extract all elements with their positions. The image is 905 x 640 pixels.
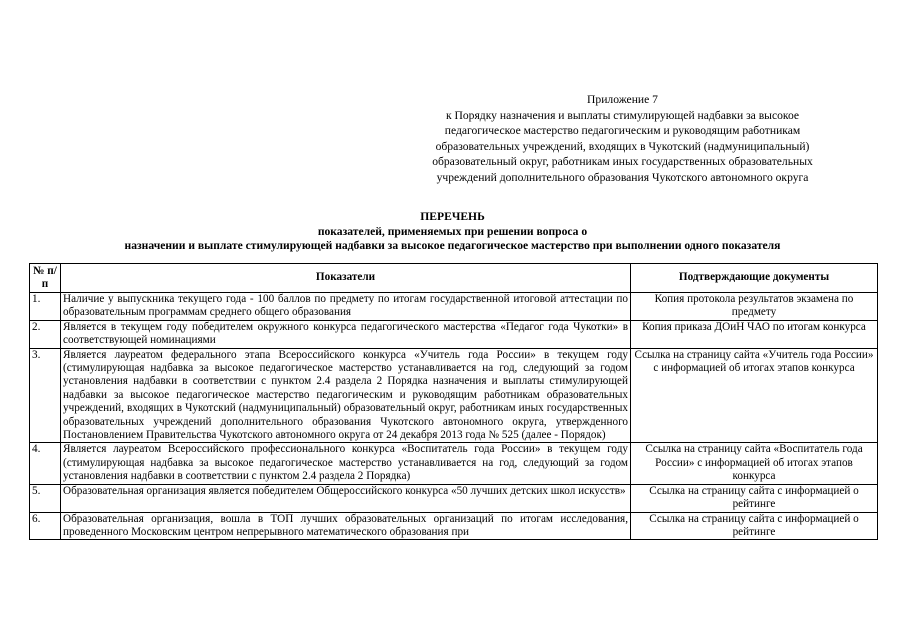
document-heading	[0, 210, 905, 254]
table-row	[30, 512, 878, 540]
annex-title: Приложение 7	[587, 93, 658, 106]
annex-line: к Порядку назначения и выплаты стимулирующей надбавки за высокое	[445, 108, 800, 122]
row-num: 1.	[30, 293, 61, 321]
row-indicator: Является лауреатом федерального этапа Всероссийского конкурса «Учитель года России» в текущем году (стимулирующая надбавка за высокое педагогическое мастерство устанавливается на год, следующий за годом установления надбавки в соответствии с пунктом 2.4 раздела 2 Порядка назначения и выплаты стимулирующей надбавки за высокое педагогическое мастерство педагогическим и руководящим работникам образовательных учреждений, входящих в Чукотский (надмуниципальный) образовательный округ, работникам иных государственных образовательных учреждений дополнительного образования Чукотского автономного округа, утвержденного Постановлением Правительства Чукотского автономного округа от 24 декабря 2013 года № 525 (далее - Порядок)	[61, 348, 631, 443]
table-row	[30, 320, 878, 348]
annex-line: учреждений дополнительного образования Чукотского автономного округа	[436, 170, 809, 184]
heading-line-1: показателей, применяемых при решении вопроса о	[317, 224, 588, 238]
annex-line: педагогическое мастерство педагогическим и руководящим работникам	[444, 124, 801, 138]
header-documents: Подтверждающие документы	[631, 264, 878, 293]
row-document: Ссылка на страницу сайта с информацией о рейтинге	[631, 484, 878, 512]
row-num: 4.	[30, 443, 61, 484]
row-indicator: Является лауреатом Всероссийского профессионального конкурса «Воспитатель года России» в текущем году (стимулирующая надбавка за высокое педагогическое мастерство устанавливается на год, следующий за годом установления надбавки в соответствии с пунктом 2.4 раздела 2 Порядка)	[61, 443, 631, 484]
annex-block	[400, 92, 845, 186]
row-indicator: Является в текущем году победителем окружного конкурса педагогического мастерства «Педагог года Чукотки» в соответствующей номинациями	[61, 320, 631, 348]
table-header-row	[30, 264, 878, 293]
row-num: 6.	[30, 512, 61, 540]
row-document: Копия приказа ДОиН ЧАО по итогам конкурса	[631, 320, 878, 348]
row-indicator: Образовательная организация, вошла в ТОП лучших образовательных организаций по итогам исследования, проведенного Московским центром непрерывного математического образования при	[61, 512, 631, 540]
row-document: Ссылка на страницу сайта с информацией о рейтинге	[631, 512, 878, 540]
table-row	[30, 484, 878, 512]
row-document: Ссылка на страницу сайта «Воспитатель года России» с информацией об итогах этапов конкурса	[631, 443, 878, 484]
indicators-table	[29, 263, 878, 540]
table-row	[30, 348, 878, 443]
heading-title: ПЕРЕЧЕНЬ	[420, 210, 485, 223]
row-num: 5.	[30, 484, 61, 512]
annex-line: образовательный округ, работникам иных государственных образовательных	[432, 155, 813, 169]
row-indicator: Наличие у выпускника текущего года - 100 баллов по предмету по итогам государственной итоговой аттестации по образовательным программам среднего общего образования	[61, 293, 631, 321]
row-indicator: Образовательная организация является победителем Общероссийского конкурса «50 лучших детских школ искусств»	[61, 484, 631, 512]
table-row	[30, 293, 878, 321]
heading-line-2: назначении и выплате стимулирующей надбавки за высокое педагогическое мастерство при выполнении одного показателя	[124, 239, 781, 252]
header-num: № п/п	[30, 264, 61, 293]
annex-line: образовательных учреждений, входящих в Чукотский (надмуниципальный)	[435, 139, 810, 153]
row-num: 2.	[30, 320, 61, 348]
header-indicator: Показатели	[61, 264, 631, 293]
row-document: Ссылка на страницу сайта «Учитель года России» с информацией об итогах этапов конкурса	[631, 348, 878, 443]
row-document: Копия протокола результатов экзамена по предмету	[631, 293, 878, 321]
table-row	[30, 443, 878, 484]
row-num: 3.	[30, 348, 61, 443]
